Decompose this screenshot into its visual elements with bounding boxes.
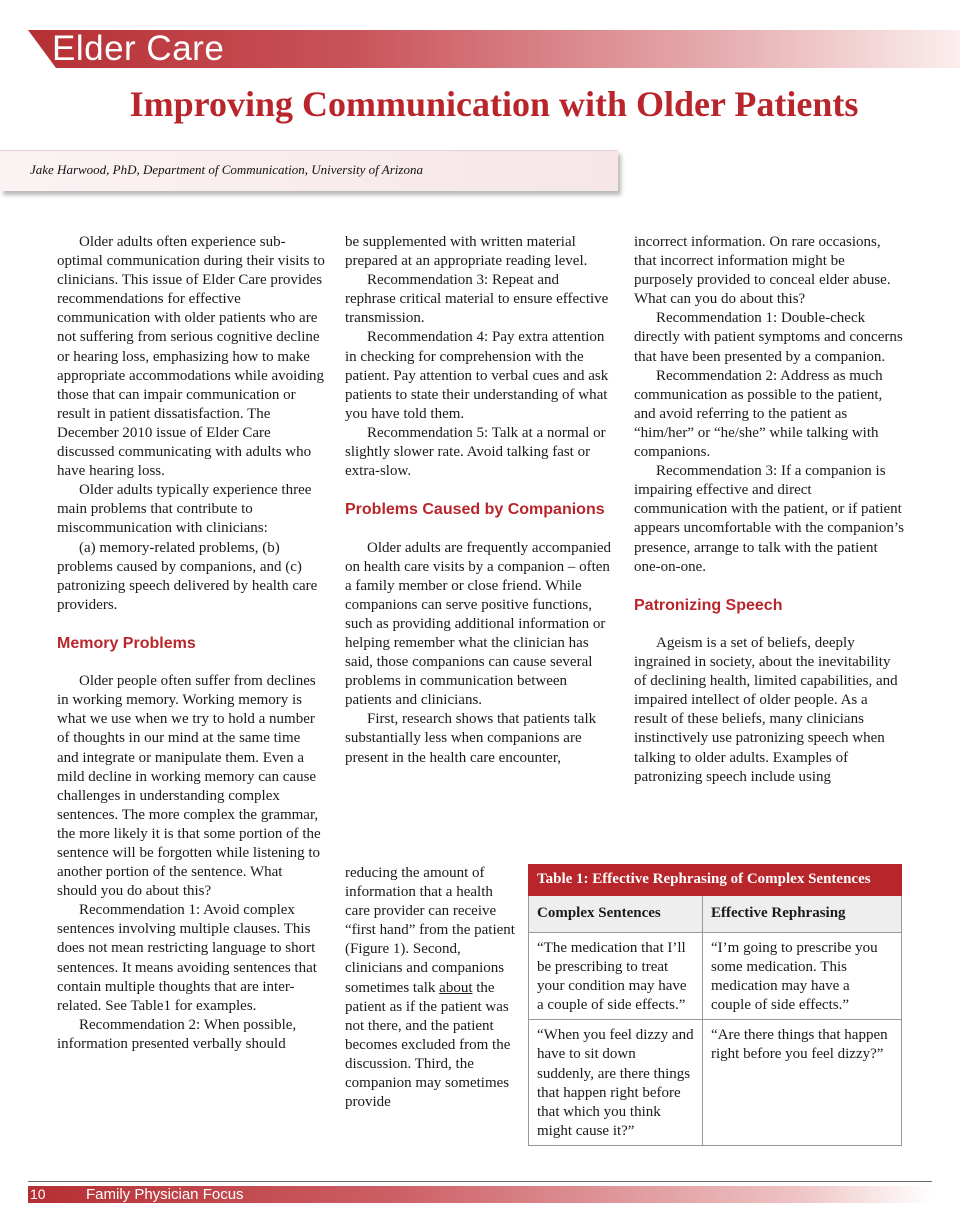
heading-memory-problems: Memory Problems — [57, 634, 196, 652]
page-number: 10 — [30, 1186, 46, 1202]
paragraph: reducing the amount of information that a health care provider can receive “first hand” from the patient (Figure 1). Second, clinicians and companions sometimes talk about the patient as if the patient was not there, and the patient becomes excluded from the discussion. Third, the companion may sometimes provide — [345, 865, 515, 1111]
rephrasing-table — [528, 864, 902, 1146]
table-cell: “I’m going to prescribe you some medication. This medication may have a couple of side effects.” — [703, 933, 902, 1020]
paragraph: Recommendation 2: Address as much communication as possible to the patient, and avoid referring to the patient as “him/her” or “he/she” while talking with companions. — [634, 367, 883, 461]
publication-name: Family Physician Focus — [86, 1186, 244, 1203]
column-3 — [634, 233, 904, 787]
section-label: Elder Care — [52, 29, 225, 68]
table-caption: Table 1: Effective Rephrasing of Complex Sentences — [529, 865, 902, 896]
paragraph: (a) memory-related problems, (b) problems caused by companions, and (c) patronizing speech delivered by health care providers. — [57, 539, 318, 613]
paragraph: Recommendation 1: Avoid complex sentences involving multiple clauses. This does not mean restricting language to short sentences. It means avoiding sentences that contain multiple thoughts that are inter-related. See Table1 for examples. — [57, 902, 317, 1014]
column-2-narrow — [345, 864, 515, 1112]
paragraph: Recommendation 5: Talk at a normal or slightly slower rate. Avoid talking fast or extra-slow. — [345, 424, 606, 480]
paragraph: Ageism is a set of beliefs, deeply ingrained in society, about the inevitability of declining health, limited capabilities, and impaired intellect of older people. As a result of these beliefs, many clinicians instinctively use patronizing speech when talking to older adults. Examples of patronizing speech include using — [634, 634, 898, 785]
column-1 — [57, 233, 325, 1054]
paragraph: Older adults often experience sub-optimal communication during their visits to clinicians. This issue of Elder Care provides recommendations for effective communication with older patients who are not suffering from serious cognitive decline or hearing loss, emphasizing how to make appropriate accommodations while avoiding those that can impair communication or result in patient dissatisfaction. The December 2010 issue of Elder Care discussed communicating with adults who have hearing loss. — [57, 234, 325, 480]
table-header: Effective Rephrasing — [703, 896, 902, 933]
heading-patronizing-speech: Patronizing Speech — [634, 596, 783, 614]
table-row — [529, 933, 902, 1020]
table-cell: “When you feel dizzy and have to sit down suddenly, are there things that happen right before that which you think might cause it?” — [529, 1020, 703, 1146]
paragraph: Recommendation 3: If a companion is impairing effective and direct communication with the patient, or if patient appears uncomfortable with the companion’s presence, arrange to talk with the patient one-on-one. — [634, 463, 904, 575]
paragraph: Recommendation 3: Repeat and rephrase critical material to ensure effective transmission. — [345, 272, 609, 327]
column-2 — [345, 233, 613, 768]
article-title: Improving Communication with Older Patients — [129, 84, 859, 124]
paragraph: Recommendation 2: When possible, information presented verbally should — [57, 1016, 297, 1052]
paragraph: be supplemented with written material prepared at an appropriate reading level. — [345, 234, 588, 270]
author-byline: Jake Harwood, PhD, Department of Communication, University of Arizona — [30, 162, 423, 177]
paragraph: First, research shows that patients talk substantially less when companions are present in the health care encounter, — [345, 711, 597, 766]
paragraph: incorrect information. On rare occasions, that incorrect information might be purposely provided to conceal elder abuse. What can you do about this? — [634, 234, 891, 308]
paragraph: Older adults typically experience three main problems that contribute to miscommunication with clinicians: — [57, 482, 312, 537]
table-header: Complex Sentences — [529, 896, 703, 933]
paragraph: Recommendation 1: Double-check directly with patient symptoms and concerns that have been presented by a companion. — [634, 310, 903, 365]
table-cell: “The medication that I’ll be prescribing to treat your condition may have a couple of side effects.” — [529, 933, 703, 1020]
paragraph: Older people often suffer from declines in working memory. Working memory is what we use when we try to hold a number of thoughts in our mind at the same time and integrate or manipulate them. Even a mild decline in working memory can cause challenges in understanding complex sentences. The more complex the grammar, the more likely it is that some portion of the sentence will be forgotten while listening to another portion of the sentence. What should you do about this? — [57, 673, 321, 900]
table-row — [529, 1020, 902, 1146]
underlined-word: about — [439, 979, 473, 996]
heading-problems-caused-by-companions: Problems Caused by Companions — [345, 501, 605, 519]
paragraph: Recommendation 4: Pay extra attention in checking for comprehension with the patient. Pay attention to verbal cues and ask patients to state their understanding of what you have told them. — [345, 329, 609, 422]
footer-rule — [28, 1181, 932, 1182]
paragraph: Older adults are frequently accompanied on health care visits by a companion – often a family member or close friend. While companions can serve positive functions, such as providing additional information or helping remember what the clinician has said, those companions can cause several problems in communication between patients and clinicians. — [345, 539, 612, 709]
table-cell: “Are there things that happen right before you feel dizzy?” — [703, 1020, 902, 1146]
